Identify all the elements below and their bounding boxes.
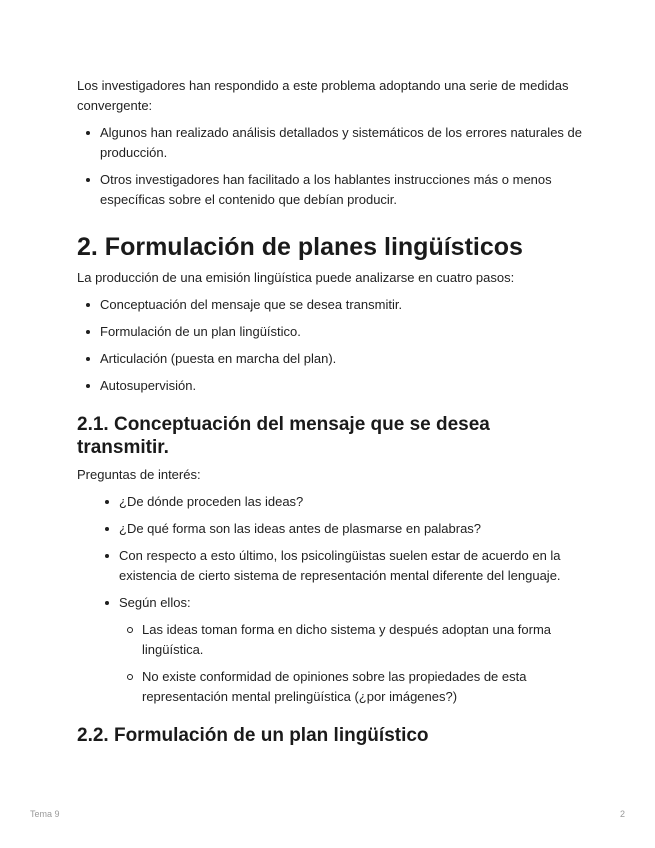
subsection-heading: 2.2. Formulación de un plan lingüístico bbox=[77, 725, 429, 746]
footer-topic-label: Tema 9 bbox=[30, 809, 60, 819]
list-item: Algunos han realizado análisis detallados y sistemáticos de los errores naturales de producción. bbox=[77, 123, 582, 163]
list-item-text: Según ellos: bbox=[119, 595, 191, 610]
list-item: Formulación de un plan lingüístico. bbox=[77, 322, 582, 342]
list-item: Autosupervisión. bbox=[77, 376, 582, 396]
intro-bullet-list bbox=[77, 123, 582, 210]
section-paragraph: La producción de una emisión lingüística puede analizarse en cuatro pasos: bbox=[77, 270, 515, 285]
list-item bbox=[77, 593, 582, 707]
list-item: ¿De dónde proceden las ideas? bbox=[77, 492, 582, 512]
list-item: Conceptuación del mensaje que se desea transmitir. bbox=[77, 295, 582, 315]
steps-bullet-list bbox=[77, 295, 582, 396]
list-item: Con respecto a esto último, los psicolingüistas suelen estar de acuerdo en la existencia de cierto sistema de representación mental diferente del lenguaje. bbox=[77, 546, 582, 586]
nested-list-item: Las ideas toman forma en dicho sistema y después adoptan una forma lingüística. bbox=[119, 620, 582, 660]
list-item: ¿De qué forma son las ideas antes de plasmarse en palabras? bbox=[77, 519, 582, 539]
subsection-heading: 2.1. Conceptuación del mensaje que se desea transmitir. bbox=[77, 414, 490, 458]
section-heading: 2. Formulación de planes lingüísticos bbox=[77, 233, 523, 261]
footer-page-number: 2 bbox=[619, 809, 625, 819]
intro-paragraph: Los investigadores han respondido a este problema adoptando una serie de medidas convergente: bbox=[77, 78, 569, 113]
page-content bbox=[77, 76, 582, 747]
questions-bullet-list bbox=[77, 492, 582, 707]
list-item: Articulación (puesta en marcha del plan). bbox=[77, 349, 582, 369]
subsection-paragraph: Preguntas de interés: bbox=[77, 467, 201, 482]
nested-list-item: No existe conformidad de opiniones sobre las propiedades de esta representación mental prelingüística (¿por imágenes?) bbox=[119, 667, 582, 707]
list-item: Otros investigadores han facilitado a los hablantes instrucciones más o menos específicas sobre el contenido que debían producir. bbox=[77, 170, 582, 210]
nested-bullet-list bbox=[119, 620, 582, 707]
